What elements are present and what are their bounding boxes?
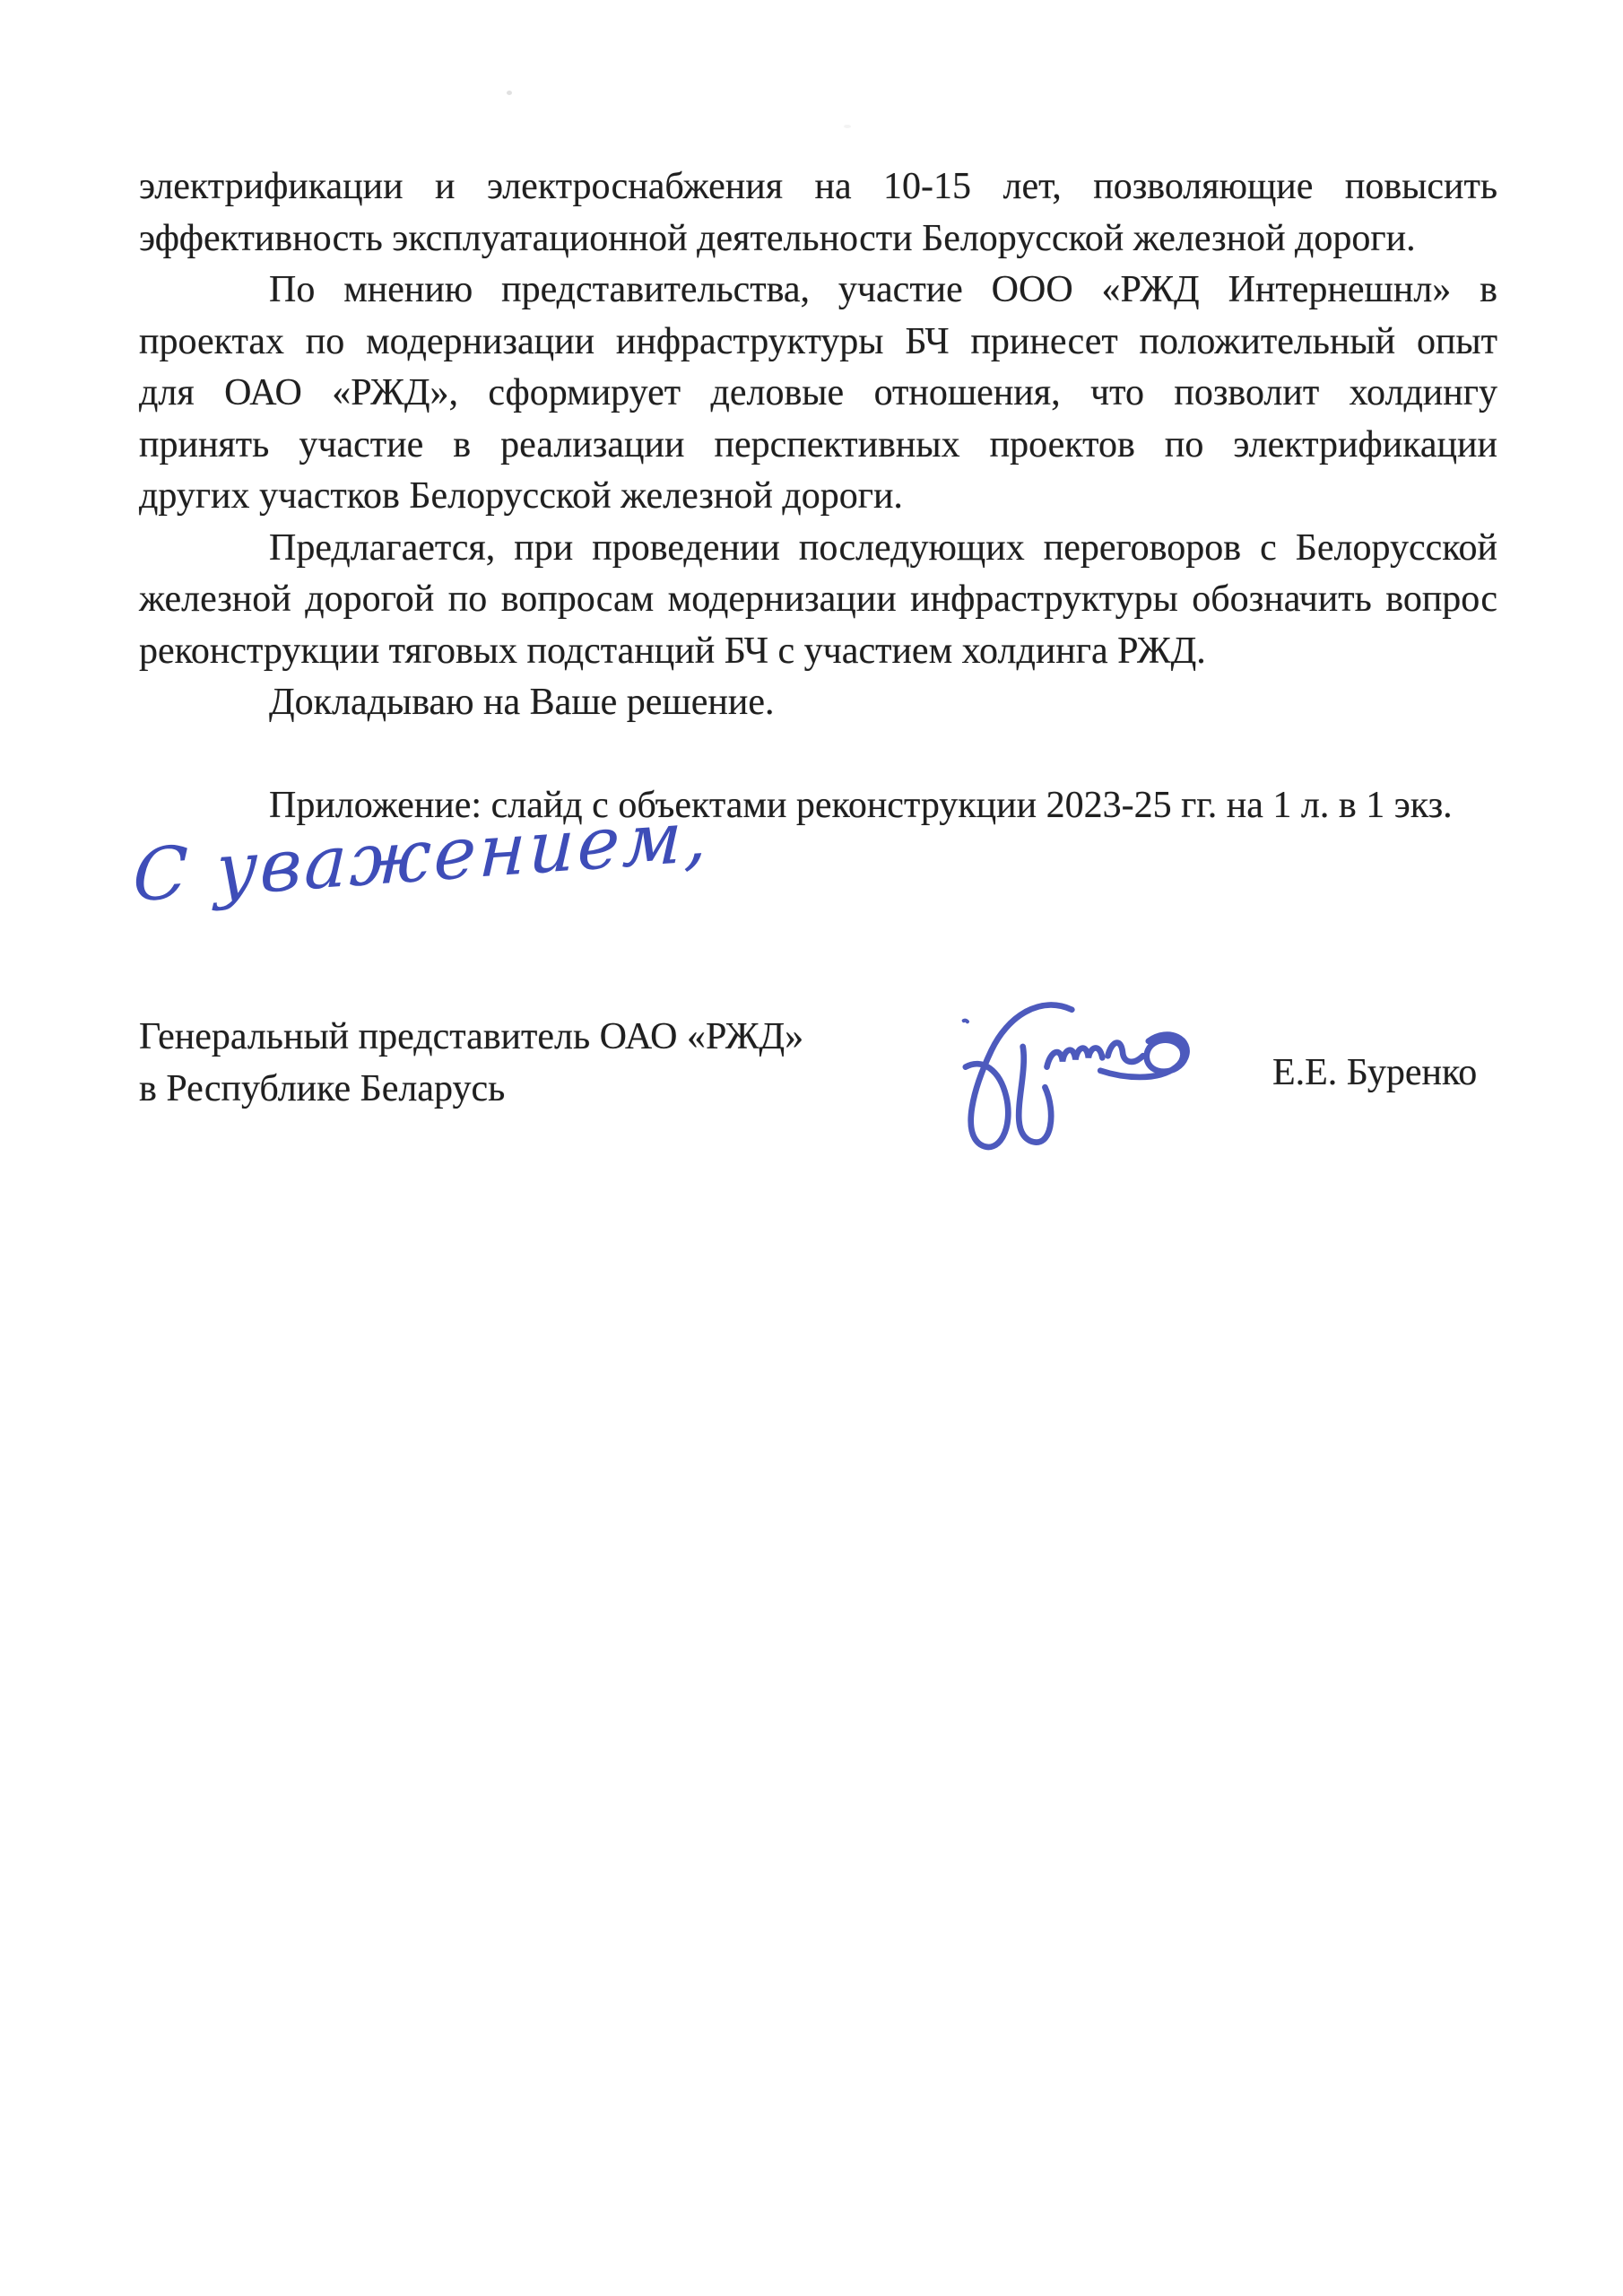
signatory-title: [139, 1012, 946, 1115]
attachment-line: Приложение: слайд с объектами реконструкции 2023-25 гг. на 1 л. в 1 экз.: [269, 784, 1453, 826]
signature-scribble-icon: [910, 991, 1215, 1166]
signatory-name: Е.Е. Буренко: [1272, 1052, 1478, 1093]
signatory-title-line2: в Республике Беларусь: [139, 1067, 506, 1109]
body-line: электрификации и электроснабжения на 10-15 лет, позволяющие повысить: [139, 166, 1497, 207]
body-line: эффективность эксплуатационной деятельности Белорусской железной дороги.: [139, 217, 1416, 259]
body-line: для ОАО «РЖД», сформирует деловые отношения, что позволит холдингу: [139, 372, 1497, 413]
scan-speck: [844, 125, 851, 128]
body-line: Предлагается, при проведении последующих переговоров с Белорусской: [269, 526, 1497, 569]
handwritten-closing: С уважением,: [131, 794, 712, 918]
body-line: проектах по модернизации инфраструктуры БЧ принесет положительный опыт: [139, 320, 1497, 362]
body-line: железной дорогой по вопросам модернизации инфраструктуры обозначить вопрос: [139, 578, 1497, 620]
body-line: реконструкции тяговых подстанций БЧ с участием холдинга РЖД.: [139, 630, 1206, 672]
body-line: Докладываю на Ваше решение.: [269, 682, 775, 723]
signatory-title-line1: Генеральный представитель ОАО «РЖД»: [139, 1016, 804, 1057]
body-line: других участков Белорусской железной дороги.: [139, 475, 903, 517]
scan-speck: [507, 91, 512, 95]
letter-body: [139, 161, 1497, 831]
body-line: принять участие в реализации перспективных проектов по электрификации: [139, 423, 1497, 465]
body-line: По мнению представительства, участие ООО «РЖД Интернешнл» в: [269, 269, 1497, 310]
